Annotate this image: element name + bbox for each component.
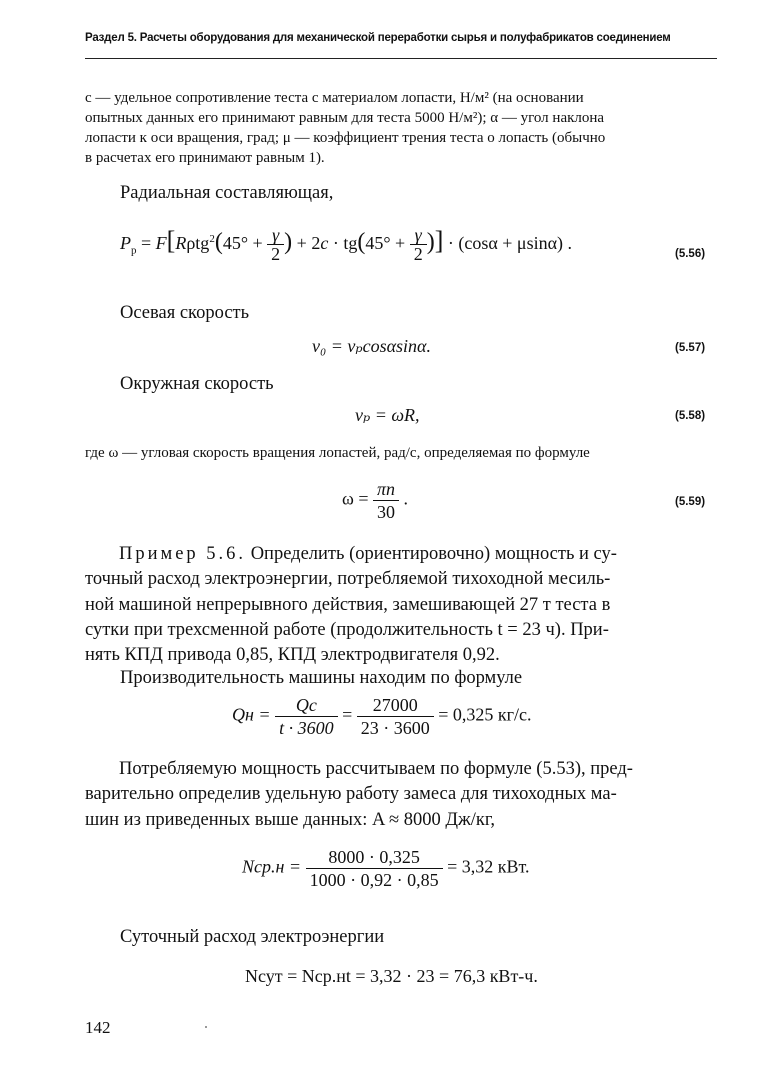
fraction-numerator: 27000 [357,694,434,717]
intro-paragraph [85,88,715,168]
power-line: Потребляемую мощность рассчитываем по формуле (5.53), пред- [119,759,633,779]
circumferential-label: Окружная скорость [120,374,274,394]
daily-label: Суточный расход электроэнергии [120,927,385,947]
example-paragraph [85,542,715,668]
fraction-numerator: πn [373,478,399,501]
example-line: точный расход электроэнергии, потребляемой тихоходной месиль- [85,569,611,590]
omega-definition: где ω — угловая скорость вращения лопастей, рад/с, определяемая по формуле [85,445,590,461]
header-rule [85,58,717,59]
fraction-denominator: 23 · 3600 [360,718,430,738]
equals-sign: = [342,704,353,725]
power-paragraph [85,757,715,833]
intro-line: в расчетах его принимают равным 1). [85,150,325,166]
power-result: = 3,32 кВт. [447,856,530,877]
formula-productivity [232,694,532,739]
equation-number: (5.56) [675,248,706,260]
example-line: Определить (ориентировочно) мощность и су- [250,544,617,564]
formula-5-58: vₚ = ωR, [355,405,420,425]
intro-line: с — удельное сопротивление теста с материалом лопасти, Н/м² (на основании [85,90,584,106]
formula-daily: Nсут = Nср.нt = 3,32 · 23 = 76,3 кВт-ч. [245,966,538,986]
fraction-numerator: 8000 · 0,325 [306,846,443,869]
equation-number: (5.59) [675,496,706,508]
power-line: шин из приведенных выше данных: A ≈ 8000 Дж/кг, [85,809,496,830]
formula-5-57: v₀ = vₚcosαsinα. [312,336,431,356]
fraction-denominator: 30 [377,502,396,522]
intro-line: лопасти к оси вращения, град; μ — коэффициент трения теста о лопасть (обычно [85,130,606,146]
example-line: сутки при трехсменной работе (продолжительность t = 23 ч). При- [85,619,609,640]
formula-5-59: ω = $\frac{\pi n}{30}$ . [342,479,409,522]
axial-label: Осевая скорость [120,303,250,323]
example-line: нять КПД привода 0,85, КПД электродвигателя 0,92. [85,645,500,666]
example-line: ной машиной непрерывного действия, замешивающей 27 т теста в [85,594,611,615]
equation-number: (5.57) [675,342,706,354]
scan-speck [205,1026,207,1028]
productivity-lhs: Qн = [232,704,271,725]
formula-power [242,846,530,891]
fraction-denominator: t · 3600 [279,718,334,738]
intro-line: опытных данных его принимают равным для теста 5000 Н/м²); α — угол наклона [85,110,605,126]
example-heading: Пример 5.6. [119,544,247,564]
running-header: Раздел 5. Расчеты оборудования для механической переработки сырья и полуфабрикатов соединением [85,32,671,44]
power-line: варительно определив удельную работу замеса для тихоходных ма- [85,784,617,805]
radial-label: Радиальная составляющая, [120,183,334,203]
productivity-label: Производительность машины находим по формуле [120,668,523,688]
page-number: 142 [85,1018,111,1037]
fraction-numerator: Qс [275,694,338,717]
power-lhs: Nср.н = [242,856,302,877]
formula-5-56: $P_р = F[R\rho tg^2(45^\circ$ + $\frac{\gamma}{2}$ ) + 2c · tg(45° + $\frac{\gamma}{2}$ )] · (cosα + μsinα) . [120,225,573,265]
equation-number: (5.58) [675,410,706,422]
fraction-denominator: 1000 · 0,92 · 0,85 [309,870,439,890]
productivity-result: = 0,325 кг/с. [438,704,532,725]
omega-lhs: ω = [342,488,369,509]
